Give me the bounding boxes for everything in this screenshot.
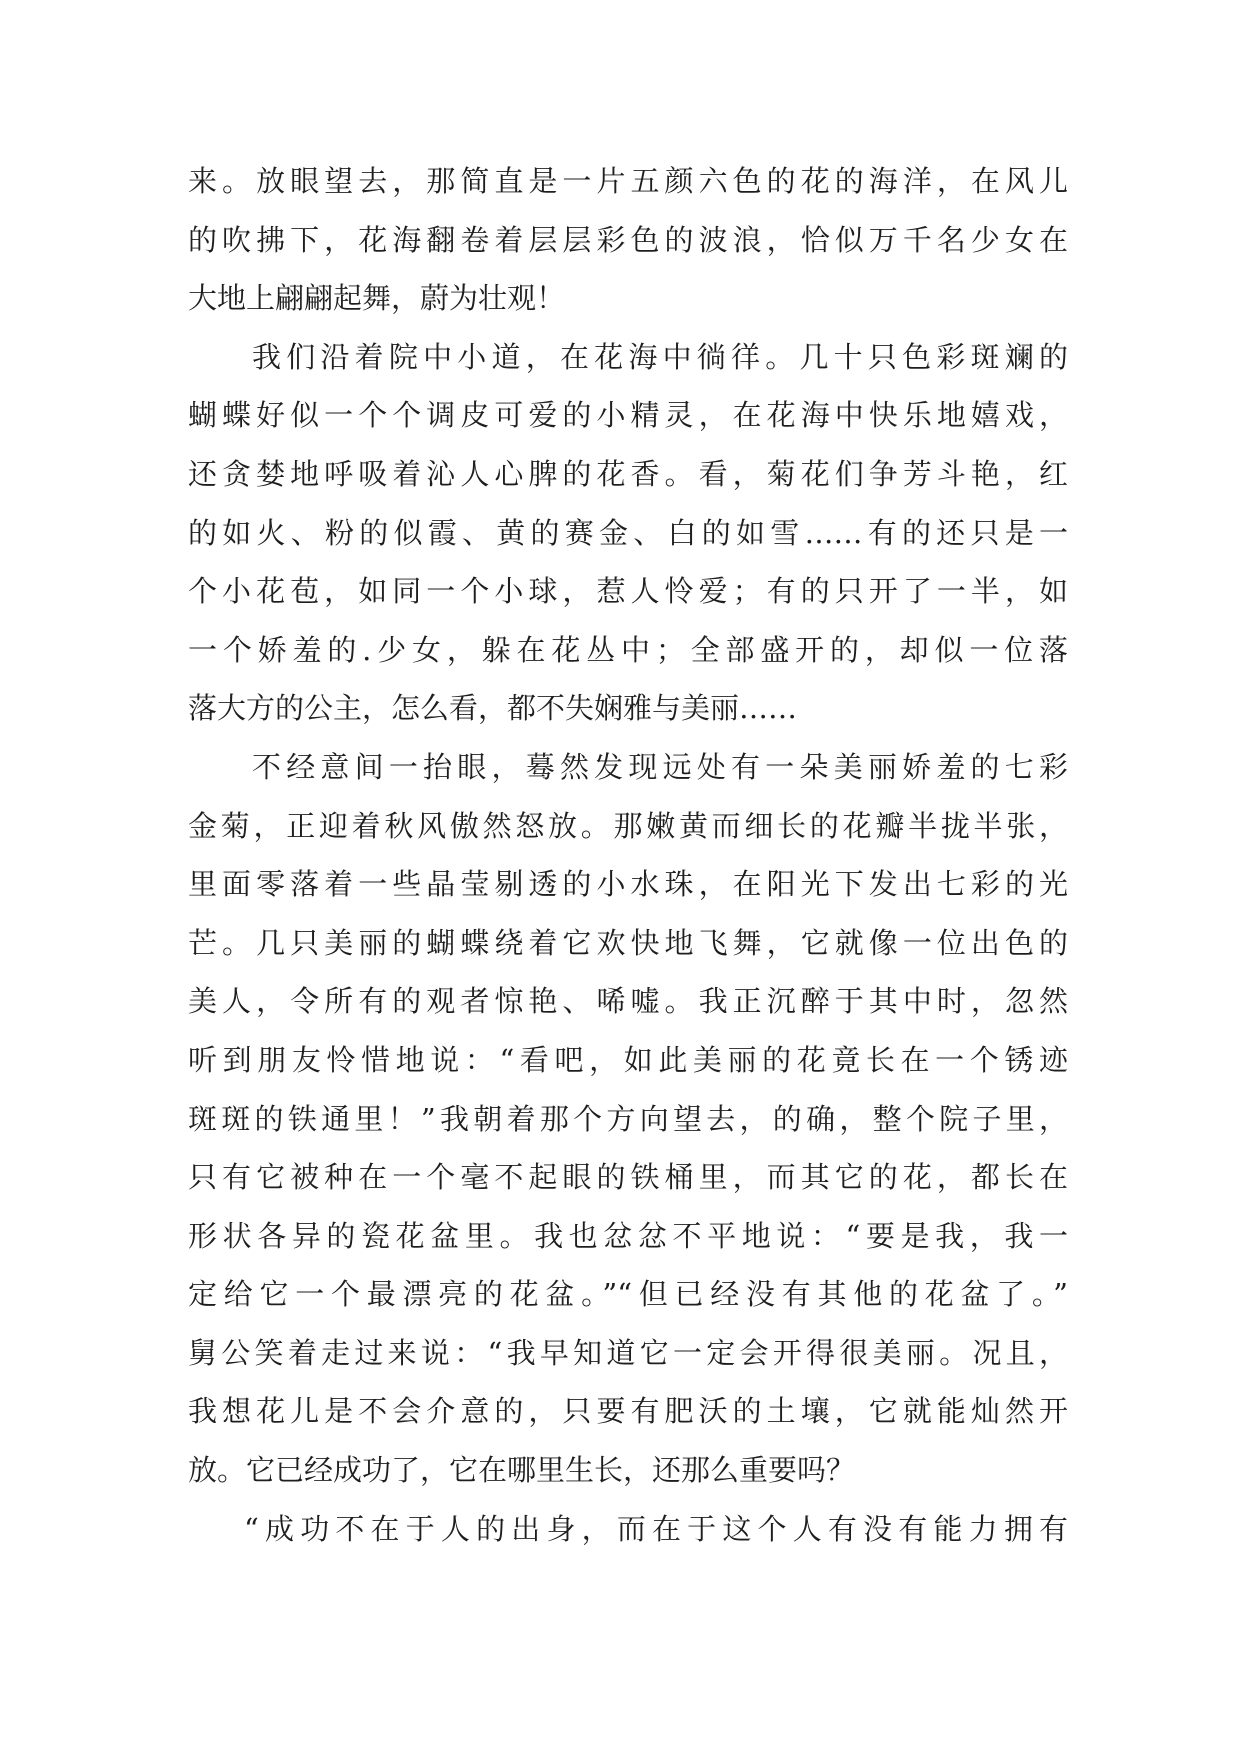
paragraph-3-line-11: 舅公笑着走过来说：“我早知道它一定会开得很美丽。况且， bbox=[188, 1335, 1068, 1370]
paragraph-3-line-5: 美人，令所有的观者惊艳、唏嘘。我正沉醉于其中时，忽然 bbox=[188, 984, 1068, 1019]
paragraph-3-line-9: 形状各异的瓷花盆里。我也忿忿不平地说：“要是我，我一 bbox=[188, 1218, 1068, 1253]
paragraph-2-line-4: 的如火、粉的似霞、黄的赛金、白的如雪……有的还只是一 bbox=[188, 515, 1068, 550]
paragraph-3-line-7: 斑斑的铁通里！”我朝着那个方向望去，的确，整个院子里， bbox=[188, 1101, 1068, 1136]
paragraph-2-line-7: 落大方的公主，怎么看，都不失娴雅与美丽…… bbox=[188, 691, 798, 726]
paragraph-2-line-5: 个小花苞，如同一个小球，惹人怜爱；有的只开了一半，如 bbox=[188, 574, 1068, 609]
document-body bbox=[188, 162, 1068, 1568]
paragraph-1-line-2: 的吹拂下，花海翻卷着层层彩色的波浪，恰似万千名少女在 bbox=[188, 222, 1068, 257]
paragraph-2-line-2: 蝴蝶好似一个个调皮可爱的小精灵，在花海中快乐地嬉戏， bbox=[188, 398, 1068, 433]
paragraph-3-line-2: 金菊，正迎着秋风傲然怒放。那嫩黄而细长的花瓣半拢半张， bbox=[188, 808, 1068, 843]
paragraph-3-line-10: 定给它一个最漂亮的花盆。”“但已经没有其他的花盆了。” bbox=[188, 1277, 1068, 1312]
paragraph-1-line-3: 大地上翩翩起舞，蔚为壮观！ bbox=[188, 281, 566, 316]
paragraph-3-line-12: 我想花儿是不会介意的，只要有肥沃的土壤，它就能灿然开 bbox=[188, 1394, 1068, 1429]
paragraph-2-line-6: 一个娇羞的.少女，躲在花丛中；全部盛开的，却似一位落 bbox=[188, 632, 1068, 667]
paragraph-4-line-1: “成功不在于人的出身，而在于这个人有没有能力拥有 bbox=[244, 1511, 1068, 1546]
paragraph-3-line-4: 芒。几只美丽的蝴蝶绕着它欢快地飞舞，它就像一位出色的 bbox=[188, 925, 1068, 960]
paragraph-3-line-13: 放。它已经成功了，它在哪里生长，还那么重要吗？ bbox=[188, 1453, 856, 1488]
paragraph-1-line-1: 来。放眼望去，那简直是一片五颜六色的花的海洋，在风儿 bbox=[188, 164, 1068, 198]
paragraph-3-line-8: 只有它被种在一个毫不起眼的铁桶里，而其它的花，都长在 bbox=[188, 1160, 1068, 1195]
paragraph-3-line-3: 里面零落着一些晶莹剔透的小水珠，在阳光下发出七彩的光 bbox=[188, 867, 1068, 902]
paragraph-2-line-3: 还贪婪地呼吸着沁人心脾的花香。看，菊花们争芳斗艳，红 bbox=[188, 456, 1068, 491]
paragraph-3-line-1: 不经意间一抬眼，蓦然发现远处有一朵美丽娇羞的七彩 bbox=[252, 749, 1068, 784]
paragraph-2-line-1: 我们沿着院中小道，在花海中徜徉。几十只色彩斑斓的 bbox=[252, 339, 1068, 374]
paragraph-3-line-6: 听到朋友怜惜地说：“看吧，如此美丽的花竟长在一个锈迹 bbox=[188, 1042, 1068, 1077]
